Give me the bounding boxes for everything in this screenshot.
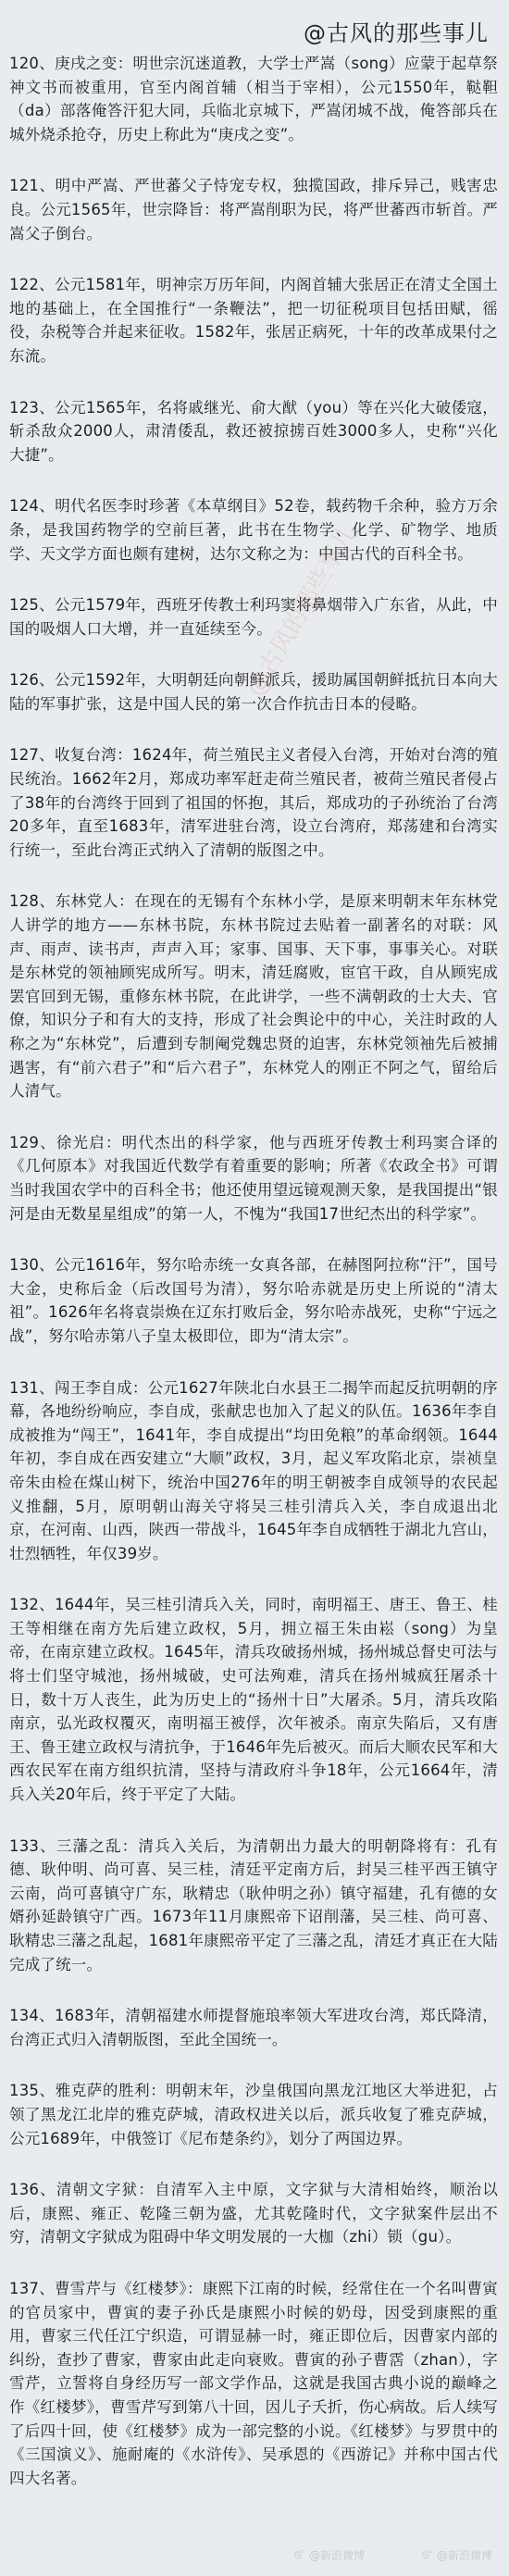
entry-133: 133、三藩之乱：清兵入关后，为清朝出力最大的明朝降将有：孔有德、耿仲明、尚可喜、吴三桂，清廷平定南方后，封吴三桂平西王镇守云南，尚可喜镇守广东，耿精忠（耿仲明之孙）镇守福建，孔有德的女婿孙延龄镇守广西。1673年11月康熙帝下诏削藩，吴三桂、尚可喜、耿精忠三藩之乱起，1681年康熙帝平定了三藩之乱，清廷才真正在大陆完成了统一。 [9,1836,498,1973]
entry-136: 136、清朝文字狱：自清军入主中原，文字狱与大清相始终，顺治以后，康熙、雍正、乾隆三朝为盛，尤其乾隆时代，文字狱案件层出不穷，清朝文字狱成为阻碍中华文明发展的一大枷（zhi）锁（gu）。 [9,2181,498,2246]
weibo-icon [420,2547,433,2563]
weibo-icon [292,2547,305,2563]
history-list [9,52,498,2518]
entry-121: 121、明中严嵩、严世蕃父子恃宠专权，独揽国政，排斥异己，贱害忠良。公元1565年，世宗降旨：将严嵩削职为民，将严世蕃西市斩首。严嵩父子倒台。 [9,177,498,243]
entry-125: 125、公元1579年，西班牙传教士利玛窦将鼻烟带入广东省，从此，中国的吸烟人口大增，并一直延续至今。 [9,596,498,638]
footer-watermarks [292,2547,492,2563]
entry-128: 128、东林党人：在现在的无锡有个东林小学，是原来明朝末年东林党人讲学的地方——东林书院，东林书院过去贴着一副著名的对联：风声、雨声、读书声，声声入耳；家事、国事、天下事，事事关心。对联是东林党的领袖顾宪成所写。明末，清廷腐败，宦官干政，自从顾宪成罢官回到无锡，重修东林书院，在此讲学，一些不满朝政的士大夫、官僚，知识分子和有大的支持，形成了社会舆论中的中心，关注时政的人称之为“东林党”，后遭到专制阉党魏忠贤的迫害，东林党领袖先后被捕遇害，有“前六君子”和“后六君子”，东林党人的刚正不阿之气，留给后人清气。 [9,892,498,1101]
footer-watermark-left-text: @新浪微博 [308,2549,365,2562]
footer-watermark-left [292,2547,365,2563]
entry-123: 123、公元1565年，名将戚继光、俞大猷（you）等在兴化大破倭寇，斩杀敌众2000人，肃清倭乱，救还被掠掳百姓3000多人，史称“兴化大捷”。 [9,398,498,464]
account-handle: @古风的那些事儿 [304,20,489,46]
entry-120: 120、庚戌之变：明世宗沉迷道教，大学士严嵩（song）应蒙于起草祭神文书而被重用，官至内阁首辅（相当于宰相），公元1550年，鞑靼（da）部落俺答汗犯大同，兵临北京城下，严嵩闭城不战，俺答部兵在城外烧杀抢夺，历史上称此为“庚戌之变”。 [9,55,498,143]
footer-watermark-right-text: @新浪微博 [436,2549,492,2562]
entry-127: 127、收复台湾：1624年，荷兰殖民主义者侵入台湾，开始对台湾的殖民统治。1662年2月，郑成功率军赶走荷兰殖民者，被荷兰殖民者侵占了38年的台湾终于回到了祖国的怀抱，其后，郑成功的子孙统治了台湾20多年，直至1683年，清军进驻台湾，设立台湾府，郑荡建和台湾实行统一，至此台湾正式纳入了清朝的版图之中。 [9,746,498,859]
entry-126: 126、公元1592年，大明朝廷向朝鲜派兵，援助属国朝鲜抵抗日本向大陆的军事扩张，这是中国人民的第一次合作抗击日本的侵略。 [9,671,498,713]
entry-130: 130、公元1616年，努尔哈赤统一女真各部，在赫图阿拉称“汗”，国号大金，史称后金（后改国号为清），努尔哈赤就是历史上所说的“清太祖”。1626年名将袁崇焕在辽东打败后金，努尔哈赤战死，史称“宁远之战”，努尔哈赤第八子皇太极即位，即为“清太宗”。 [9,1256,498,1345]
entry-134: 134、1683年，清朝福建水师提督施琅率领大军进攻台湾，郑氏降清，台湾正式归入清朝版图，至此全国统一。 [9,2007,498,2048]
watermark-text: @古风的那些事儿 [242,520,363,702]
entry-132: 132、1644年，吴三桂引清兵入关，同时，南明福王、唐王、鲁王、桂王等相继在南方先后建立政权，5月，拥立福王朱由崧（song）为皇帝，在南京建立政权。1645年，清兵攻破扬州城，扬州城总督史可法与将士们坚守城池，扬州城破，史可法殉难，清兵在扬州城疯狂屠杀十日，数十万人丧生，此为历史上的“扬州十日”大屠杀。5月，清兵攻陷南京，弘光政权覆灭，南明福王被俘，次年被杀。南京失陷后，又有唐王、鲁王建立政权与清抗争，于1646年先后被灭。而后大顺农民军和大西农民军在南方组织抗清，坚持与清政府斗争18年，公元1664年，清兵入关20年后，终于平定了大陆。 [9,1596,498,1804]
entry-129: 129、徐光启：明代杰出的科学家，他与西班牙传教士利玛窦合译的《几何原本》对我国近代数学有着重要的影响；所著《农政全书》可谓当时我国农学中的百科全书；他还使用望远镜观测天象，是我国提出“银河是由无数星星组成”的第一人，不愧为“我国17世纪杰出的科学家”。 [9,1133,498,1223]
entry-135: 135、雅克萨的胜利：明朝末年，沙皇俄国向黑龙江地区大举进犯，占领了黑龙江北岸的雅克萨城，清政权进关以后，派兵收复了雅克萨城，公元1689年，中俄签订《尼布楚条约》，划分了两国边界。 [9,2082,498,2147]
footer-watermark-right [420,2547,492,2563]
entry-137: 137、曹雪芹与《红楼梦》：康熙下江南的时候，经常住在一个名叫曹寅的官员家中，曹寅的妻子孙氏是康熙小时候的奶母，因受到康熙的重用，曹家三代任江宁织造，可谓显赫一时，雍正即位后，因曹家内部的纠纷，查抄了曹家，曹家由此走向衰败。曹寅的孙子曹霑（zhan），字雪芹，立誓将自身经历写一部文学作品，这就是我国古典小说的巅峰之作《红楼梦》，曹雪芹写到第八十回，因儿子夭折，伤心病故。后人续写了后四十回，使《红楼梦》成为一部完整的小说。《红楼梦》与罗贯中的《三国演义》、施耐庵的《水浒传》、吴承恩的《西游记》并称中国古代四大名著。 [9,2279,498,2487]
entry-124: 124、明代名医李时珍著《本草纲目》52卷，载药物千余种，验方万余条，是我国药物学的空前巨著，此书在生物学、化学、矿物学、地质学、天文学方面也颇有建树，达尔文称之为：中国古代的百科全书。 [9,497,498,563]
entry-131: 131、闯王李自成：公元1627年陕北白水县王二揭竿而起反抗明朝的序幕，各地纷纷响应，李自成，张献忠也加入了起义的队伍。1636年李自成被推为“闯王”，1641年，李自成提出“均田免粮”的革命纲领。1644年初，李自成在西安建立“大顺”政权，3月，起义军攻陷北京，崇祯皇帝朱由检在煤山树下，统治中国276年的明王朝被李自成领导的农民起义推翻，5月，原明朝山海关守将吴三桂引清兵入关，李自成退出北京，在河南、山西，陕西一带战斗，1645年李自成牺牲于湖北九宫山，壮烈牺牲，年仅39岁。 [9,1378,498,1562]
entry-122: 122、公元1581年，明神宗万历年间，内阁首辅大张居正在清丈全国土地的基础上，在全国推行“一条鞭法”，把一切征税项目包括田赋，徭役，杂税等合并起来征收。1582年，张居正病死，十年的改革成果付之东流。 [9,276,498,365]
